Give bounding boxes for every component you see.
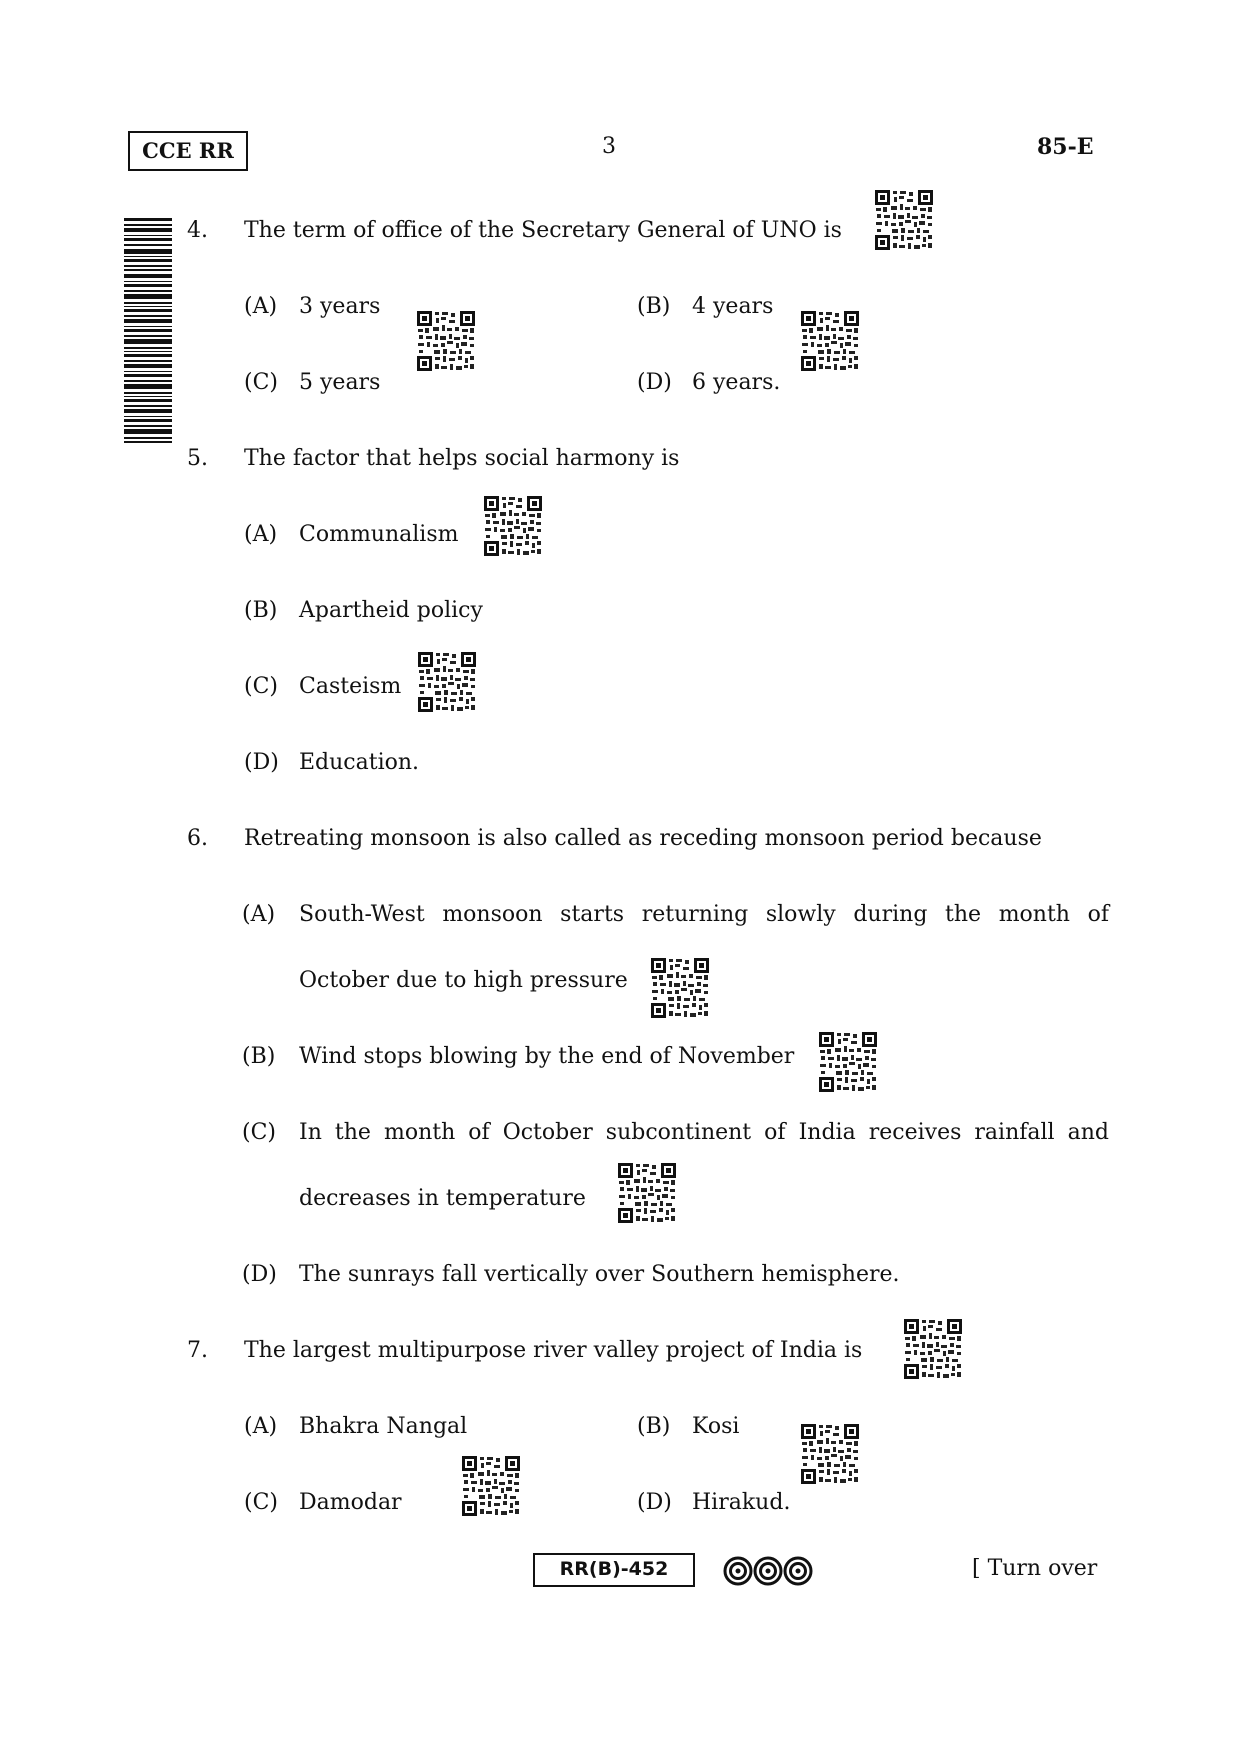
option-label: (A) [244, 294, 278, 319]
footer-code: RR(B)-452 [533, 1553, 695, 1587]
option-label: (C) [244, 674, 278, 699]
option-label: (B) [637, 294, 671, 319]
question-text: The term of office of the Secretary General of UNO is [244, 218, 842, 243]
option-label: (C) [244, 1490, 278, 1515]
option-text: Hirakud. [692, 1490, 791, 1515]
question-number: 7. [187, 1338, 208, 1363]
option-text-continued: October due to high pressure [299, 968, 628, 993]
option-text: Wind stops blowing by the end of November [299, 1044, 795, 1069]
option-text: 3 years [299, 294, 381, 319]
option-label: (B) [244, 598, 278, 623]
question-number: 5. [187, 446, 208, 471]
turn-over-note: [ Turn over [972, 1556, 1098, 1581]
header-left-code: CCE RR [128, 131, 248, 171]
option-label: (D) [637, 370, 672, 395]
option-text: Bhakra Nangal [299, 1414, 468, 1439]
barcode [124, 218, 172, 443]
option-label: (A) [244, 1414, 278, 1439]
question-text: Retreating monsoon is also called as receding monsoon period because [244, 826, 1042, 851]
qr-code-icon [800, 1423, 860, 1485]
option-text: South-West monsoon starts returning slowly during the month of [299, 902, 1109, 927]
option-label: (D) [242, 1262, 277, 1287]
option-label: (C) [242, 1120, 276, 1145]
option-label: (C) [244, 370, 278, 395]
option-text: The sunrays fall vertically over Southern hemisphere. [299, 1262, 900, 1287]
qr-code-icon [874, 189, 934, 251]
option-label: (B) [242, 1044, 276, 1069]
qr-code-icon [650, 957, 710, 1019]
option-text-continued: decreases in temperature [299, 1186, 586, 1211]
option-label: (D) [244, 750, 279, 775]
option-label: (A) [244, 522, 278, 547]
qr-code-icon [617, 1162, 677, 1224]
qr-code-icon [416, 310, 476, 372]
qr-code-icon [461, 1455, 521, 1517]
header-right-code: 85-E [1037, 134, 1094, 160]
qr-code-icon [800, 310, 860, 372]
qr-code-icon [903, 1318, 963, 1380]
option-text: Kosi [692, 1414, 740, 1439]
option-text: Communalism [299, 522, 459, 547]
option-text: Apartheid policy [299, 598, 483, 623]
option-text: 5 years [299, 370, 381, 395]
qr-code-icon [417, 651, 477, 713]
option-text: Casteism [299, 674, 402, 699]
question-text: The largest multipurpose river valley project of India is [244, 1338, 863, 1363]
question-text: The factor that helps social harmony is [244, 446, 680, 471]
option-text: 6 years. [692, 370, 781, 395]
qr-code-icon [483, 495, 543, 557]
circle-marks-icon [722, 1554, 814, 1588]
option-text: In the month of October subcontinent of India receives rainfall and [299, 1120, 1109, 1145]
question-number: 6. [187, 826, 208, 851]
option-text: Damodar [299, 1490, 402, 1515]
option-label: (A) [242, 902, 276, 927]
option-label: (D) [637, 1490, 672, 1515]
option-text: 4 years [692, 294, 774, 319]
question-number: 4. [187, 218, 208, 243]
qr-code-icon [818, 1031, 878, 1093]
option-label: (B) [637, 1414, 671, 1439]
page-number: 3 [602, 134, 616, 159]
option-text: Education. [299, 750, 420, 775]
